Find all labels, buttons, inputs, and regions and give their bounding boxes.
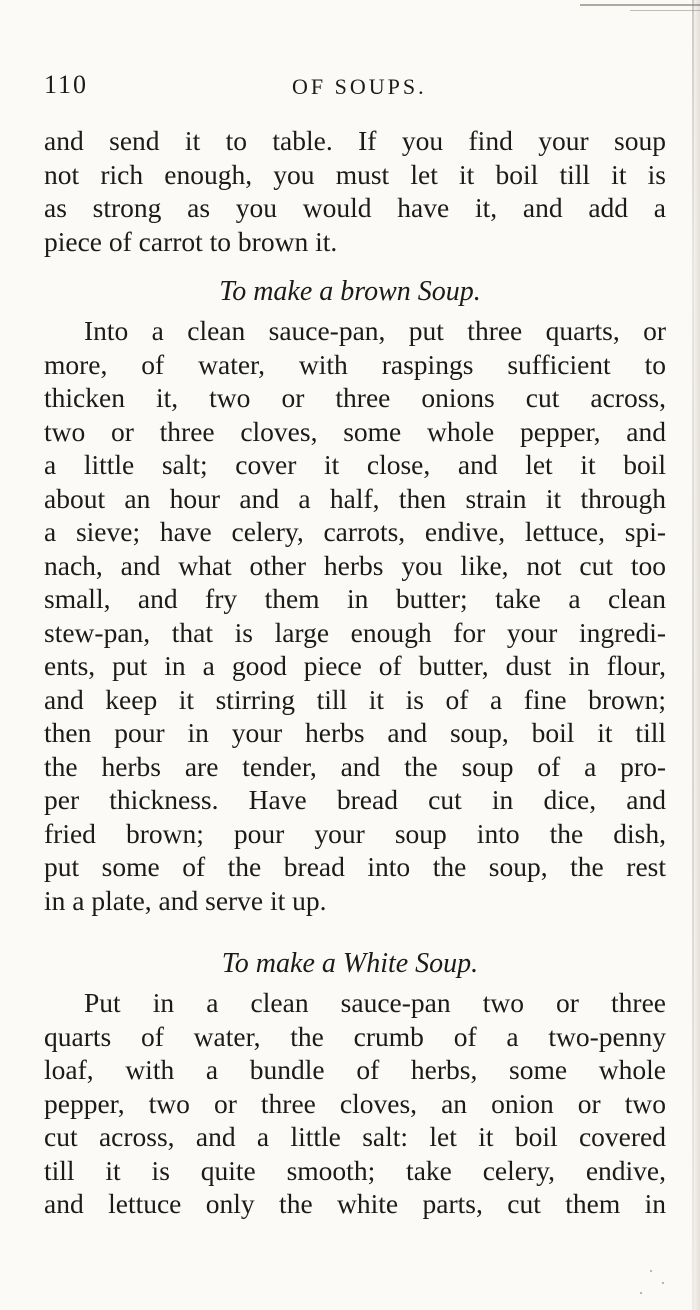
text-line: more, of water, with raspings sufficient to (44, 348, 666, 380)
text-line: Put in a clean sauce-pan two or three (84, 987, 666, 1018)
text-line: pepper, two or three cloves, an onion or two (44, 1087, 666, 1119)
text-line: and lettuce only the white parts, cut them in (44, 1188, 666, 1219)
text-line: and keep it stirring till it is of a fine brown; (44, 683, 666, 715)
page-edge-line (692, 0, 694, 1310)
text-line: stew-pan, that is large enough for your ingredi- (44, 616, 666, 648)
text-line: not rich enough, you must let it boil till it is (44, 158, 666, 190)
text-line: put some of the bread into the soup, the rest (44, 851, 666, 882)
page-number: 110 (44, 70, 89, 99)
text-line: ents, put in a good piece of butter, dust in flour, (44, 650, 666, 681)
text-line: till it is quite smooth; take celery, endive, (44, 1154, 666, 1186)
text-line: small, and fry them in butter; take a clean (44, 583, 666, 614)
section-body-brown-soup (44, 314, 666, 917)
text-line: and send it to table. If you find your soup (44, 125, 666, 156)
section-heading-brown-soup: To make a brown Soup. (219, 276, 481, 307)
text-line: then pour in your herbs and soup, boil it till (44, 717, 666, 748)
text-line: in a plate, and serve it up. (44, 884, 327, 916)
running-head: OF SOUPS. (292, 74, 427, 99)
text-line: a little salt; cover it close, and let it boil (44, 449, 666, 480)
paragraph-continuation (44, 124, 666, 258)
text-line: cut across, and a little salt: let it boil covered (44, 1121, 666, 1152)
text-line: two or three cloves, some whole pepper, and (44, 415, 666, 447)
text-line: nach, and what other herbs you like, not cut too (44, 549, 666, 581)
text-line: loaf, with a bundle of herbs, some whole (44, 1054, 666, 1085)
text-line: fried brown; pour your soup into the dish, (44, 817, 666, 849)
text-line: per thickness. Have bread cut in dice, and (44, 784, 666, 815)
corner-rule-secondary (630, 10, 700, 11)
text-line: about an hour and a half, then strain it through (44, 482, 666, 514)
paper-speck (640, 1292, 642, 1294)
paper-speck (662, 1282, 664, 1284)
paper-speck (650, 1270, 652, 1272)
corner-rule (580, 4, 700, 6)
text-line: a sieve; have celery, carrots, endive, lettuce, spi- (44, 516, 666, 547)
page-header (44, 70, 644, 110)
text-line: quarts of water, the crumb of a two-penny (44, 1020, 666, 1052)
text-line: as strong as you would have it, and add a (44, 192, 666, 223)
section-heading-white-soup: To make a White Soup. (221, 948, 479, 979)
text-line: thicken it, two or three onions cut across, (44, 382, 666, 413)
text-line: piece of carrot to brown it. (44, 225, 338, 257)
text-line: Into a clean sauce-pan, put three quarts, or (84, 315, 666, 346)
section-body-white-soup (44, 986, 666, 1221)
page-edge-shadow (694, 0, 700, 1310)
text-line: the herbs are tender, and the soup of a pro- (44, 750, 666, 782)
